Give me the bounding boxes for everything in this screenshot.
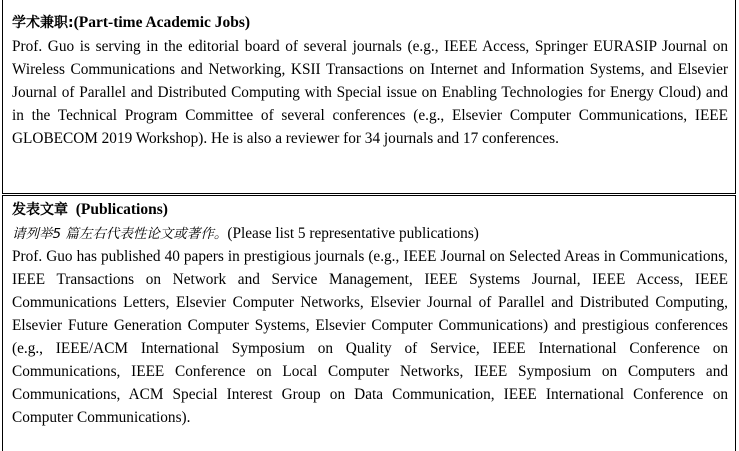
publications-body: Prof. Guo has published 40 papers in prestigious journals (e.g., IEEE Journal on Selected Areas in Communications, IEEE Transactions on Network and Service Management, IEEE Systems Journal, IEEE Access, IEEE Communications Letters, Elsevier Computer Networks, Elsevier Journal of Parallel and Distributed Computing, Elsevier Future Generation Computer Systems, Elsevier Computer Communications) and prestigious conferences (e.g., IEEE/ACM International Symposium on Quality of Service, IEEE International Conference on Communications, IEEE Conference on Local Computer Networks, IEEE Symposium on Computers and Communications, ACM Special Interest Group on Data Communication, IEEE International Conference on Computer Communications).: [12, 248, 728, 426]
publications-instruction-en: (Please list 5 representative publications): [227, 225, 479, 242]
publications-heading: [12, 199, 728, 222]
academic-jobs-heading-cn: 学术兼职:: [12, 15, 74, 31]
publications-cell: [2, 195, 736, 451]
publications-heading-cn: 发表文章: [12, 202, 68, 218]
publications-instruction-cn: 请列举5 篇左右代表性论文或著作。: [12, 226, 228, 242]
academic-jobs-body: Prof. Guo is serving in the editorial board of several journals (e.g., IEEE Access, Springer EURASIP Journal on Wireless Communications and Networking, KSII Transactions on Internet and Information Systems, and Elsevier Journal of Parallel and Distributed Computing with Special issue on Enabling Technologies for Energy Cloud) and in the Technical Program Committee of several conferences (e.g., Elsevier Computer Communications, IEEE GLOBECOM 2019 Workshop). He is also a reviewer for 34 journals and 17 conferences.: [12, 38, 728, 147]
publications-instruction: [12, 222, 728, 245]
publications-heading-en: (Publications): [75, 201, 168, 218]
academic-jobs-heading: [12, 12, 728, 35]
academic-jobs-cell: [2, 0, 736, 194]
academic-jobs-heading-en: (Part-time Academic Jobs): [73, 14, 251, 31]
